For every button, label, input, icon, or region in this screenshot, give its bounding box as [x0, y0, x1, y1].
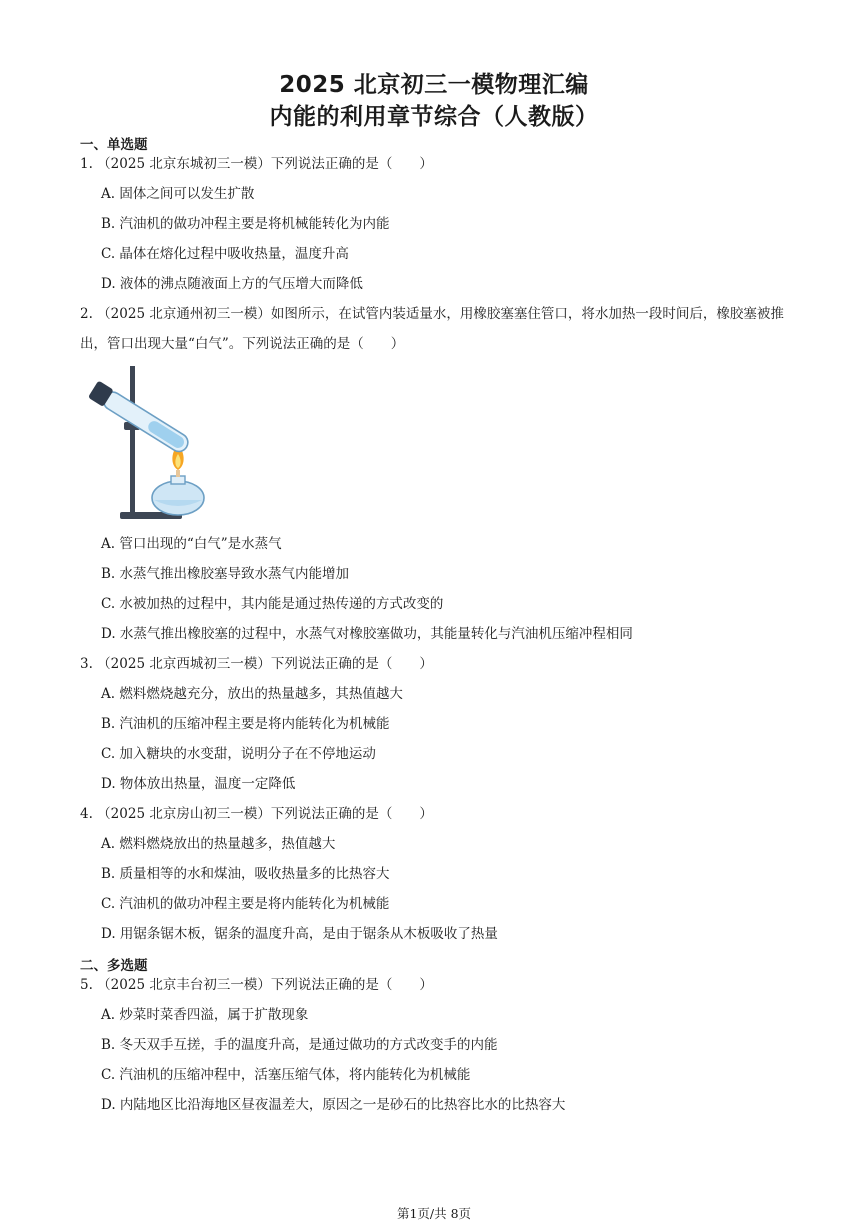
question-3-option-d: D. 物体放出热量，温度一定降低 — [101, 776, 296, 792]
question-3-stem: 3. （2025 北京西城初三一模）下列说法正确的是（ ） — [80, 656, 433, 672]
question-2-option-b: B. 水蒸气推出橡胶塞导致水蒸气内能增加 — [101, 566, 350, 582]
document-title-line1: 2025 北京初三一模物理汇编 — [279, 72, 589, 98]
section-heading-single-choice: 一、单选题 — [80, 137, 148, 153]
question-5-stem: 5. （2025 北京丰台初三一模）下列说法正确的是（ ） — [80, 977, 433, 993]
document-title-line2: 内能的利用章节综合（人教版） — [269, 104, 599, 130]
question-4-option-d: D. 用锯条锯木板，锯条的温度升高，是由于锯条从木板吸收了热量 — [101, 926, 498, 942]
question-4-option-c: C. 汽油机的做功冲程主要是将内能转化为机械能 — [101, 896, 390, 912]
question-1-option-d: D. 液体的沸点随液面上方的气压增大而降低 — [101, 276, 363, 292]
question-2-stem: 2. （2025 北京通州初三一模）如图所示，在试管内装适量水，用橡胶塞塞住管口，将水加热一段时间后，橡胶塞被推出，管口出现大量“白气”。下列说法正确的是（ ） — [80, 306, 784, 352]
question-5-option-a: A. 炒菜时菜香四溢，属于扩散现象 — [101, 1007, 309, 1023]
question-4-option-a: A. 燃料燃烧放出的热量越多，热值越大 — [101, 836, 336, 852]
question-2-option-a: A. 管口出现的“白气”是水蒸气 — [101, 536, 282, 552]
question-1-stem: 1. （2025 北京东城初三一模）下列说法正确的是（ ） — [80, 156, 433, 172]
question-2-option-d: D. 水蒸气推出橡胶塞的过程中，水蒸气对橡胶塞做功，其能量转化与汽油机压缩冲程相同 — [101, 626, 633, 642]
question-3-option-b: B. 汽油机的压缩冲程主要是将内能转化为机械能 — [101, 716, 390, 732]
question-3-option-c: C. 加入糖块的水变甜，说明分子在不停地运动 — [101, 746, 376, 762]
question-2-option-c: C. 水被加热的过程中，其内能是通过热传递的方式改变的 — [101, 596, 444, 612]
test-tube-heating-figure — [78, 362, 218, 528]
section-heading-multi-choice: 二、多选题 — [80, 958, 148, 974]
question-3-option-a: A. 燃料燃烧越充分，放出的热量越多，其热值越大 — [101, 686, 403, 702]
question-5-option-c: C. 汽油机的压缩冲程中，活塞压缩气体，将内能转化为机械能 — [101, 1067, 471, 1083]
question-1-option-b: B. 汽油机的做功冲程主要是将机械能转化为内能 — [101, 216, 390, 232]
question-4-stem: 4. （2025 北京房山初三一模）下列说法正确的是（ ） — [80, 806, 433, 822]
question-1-option-c: C. 晶体在熔化过程中吸收热量，温度升高 — [101, 246, 349, 262]
question-4-option-b: B. 质量相等的水和煤油，吸收热量多的比热容大 — [101, 866, 390, 882]
question-1-option-a: A. 固体之间可以发生扩散 — [101, 186, 255, 202]
question-5-option-b: B. 冬天双手互搓，手的温度升高，是通过做功的方式改变手的内能 — [101, 1037, 498, 1053]
question-5-option-d: D. 内陆地区比沿海地区昼夜温差大，原因之一是砂石的比热容比水的比热容大 — [101, 1097, 566, 1113]
page-number-footer: 第1页/共 8页 — [396, 1206, 472, 1221]
